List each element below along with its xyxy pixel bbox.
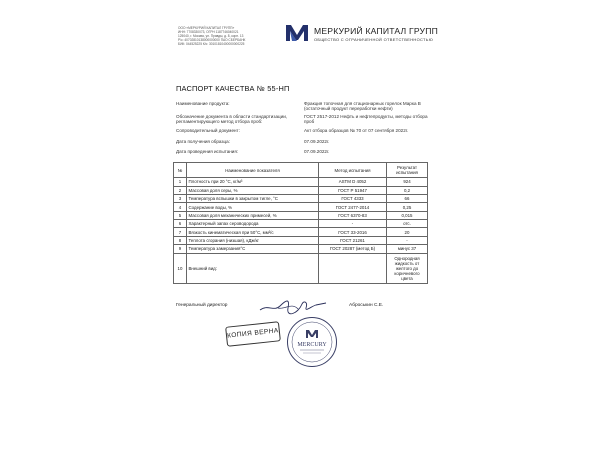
row-number: 10 bbox=[174, 253, 187, 283]
product-value: Фракция топочная для стационарных горелок Марка В (остаточный продукт переработки нефти) bbox=[304, 101, 421, 111]
row-result: 0,25 bbox=[387, 203, 428, 211]
row-method: ГОСТ 4333 bbox=[319, 194, 387, 202]
standard-label: Обозначение документа в области стандартизации, регламентирующего метод отбора проб: bbox=[176, 114, 288, 124]
row-indicator: Температура замерзания°С bbox=[187, 245, 319, 253]
row-result: отс. bbox=[387, 220, 428, 228]
table-row bbox=[174, 211, 428, 219]
results-table bbox=[173, 162, 428, 284]
row-indicator: Содержание воды, % bbox=[187, 203, 319, 211]
row-number: 7 bbox=[174, 228, 187, 236]
row-result: 924 bbox=[387, 178, 428, 186]
row-result: минус 37 bbox=[387, 245, 428, 253]
row-indicator: Температура вспышки в закрытом тигле, °С bbox=[187, 194, 319, 202]
signature-icon bbox=[258, 296, 328, 316]
row-indicator: Характерный запах сероводорода bbox=[187, 220, 319, 228]
table-row bbox=[174, 236, 428, 244]
company-logo-icon bbox=[285, 24, 309, 42]
row-number: 8 bbox=[174, 236, 187, 244]
row-result: 20 bbox=[387, 228, 428, 236]
requisite-line: Р/с: 40702810138000000000 ПАО СБЕРБАНК bbox=[178, 37, 246, 42]
requisite-line: ООО «МЕРКУРИЙ КАПИТАЛ ГРУПП» bbox=[178, 26, 235, 30]
director-label: Генеральный директор bbox=[176, 303, 228, 308]
company-seal-icon bbox=[286, 316, 338, 368]
product-label: Наименование продукта: bbox=[176, 101, 230, 106]
table-row bbox=[174, 194, 428, 202]
document-title: ПАСПОРТ КАЧЕСТВА № 55-НП bbox=[176, 84, 290, 93]
header-indicator: Наименование показателя bbox=[187, 163, 319, 178]
received-value: 07.09.2022г. bbox=[304, 139, 330, 144]
director-name: Аброськин С.Е. bbox=[349, 303, 384, 308]
row-number: 3 bbox=[174, 194, 187, 202]
row-result: - bbox=[387, 236, 428, 244]
header-requisites bbox=[178, 27, 270, 47]
row-number: 5 bbox=[174, 211, 187, 219]
row-result: 0,015 bbox=[387, 211, 428, 219]
row-method: - bbox=[319, 220, 387, 228]
row-number: 6 bbox=[174, 220, 187, 228]
copy-certified-stamp: КОПИЯ ВЕРНА bbox=[225, 321, 281, 347]
table-row bbox=[174, 178, 428, 186]
document-label: Сопроводительный документ: bbox=[176, 128, 240, 133]
row-method: ГОСТ 21261 bbox=[319, 236, 387, 244]
row-result: 66 bbox=[387, 194, 428, 202]
received-label: Дата получения образца: bbox=[176, 139, 230, 144]
header-method: Метод испытания bbox=[319, 163, 387, 178]
row-indicator: Массовая доля механических примесей, % bbox=[187, 211, 319, 219]
seal-text: MERCURY bbox=[297, 342, 327, 348]
requisite-line: ИНН: 7708330073, ОГРН 1187746040021 bbox=[178, 29, 239, 34]
standard-value: ГОСТ 2517-2012 Нефть и нефтепродукты, методы отбора проб bbox=[304, 114, 428, 124]
row-indicator: Внешний вид: bbox=[187, 253, 319, 283]
header-number: № bbox=[174, 163, 187, 178]
table-row bbox=[174, 220, 428, 228]
row-indicator: Теплота сгорания (низшая), кДж/кг bbox=[187, 236, 319, 244]
table-row bbox=[174, 253, 428, 283]
table-row bbox=[174, 245, 428, 253]
requisite-line: БИК: 044525225 К/с: 30101810400000000225 bbox=[178, 41, 245, 46]
row-indicator: Вязкость кинематическая при 50°С, мм²/с bbox=[187, 228, 319, 236]
row-indicator: Массовая доля серы, % bbox=[187, 186, 319, 194]
tested-value: 07.09.2022г. bbox=[304, 149, 330, 154]
row-number: 4 bbox=[174, 203, 187, 211]
row-number: 9 bbox=[174, 245, 187, 253]
company-subtitle: ОБЩЕСТВО С ОГРАНИЧЕННОЙ ОТВЕТСТВЕННОСТЬЮ bbox=[314, 37, 434, 42]
row-indicator: Плотность при 20 °С, кг/м³ bbox=[187, 178, 319, 186]
document-value: Акт отбора образцов № 70 от 07 сентября 2022г. bbox=[304, 128, 409, 133]
row-method: ГОСТ Р 51947 bbox=[319, 186, 387, 194]
row-result: Однородная жидкость от желтого до коричневого цвета bbox=[387, 253, 428, 283]
row-number: 2 bbox=[174, 186, 187, 194]
table-row bbox=[174, 186, 428, 194]
table-row bbox=[174, 203, 428, 211]
row-method: ГОСТ 20287 (метод Б) bbox=[319, 245, 387, 253]
row-method: ГОСТ 6370-83 bbox=[319, 211, 387, 219]
row-method bbox=[319, 253, 387, 283]
row-method: ГОСТ 2477-2014 bbox=[319, 203, 387, 211]
row-method: ASTM D 4052 bbox=[319, 178, 387, 186]
requisite-line: 125040, г. Москва, ул. Правды, д. 8, корп. 13 bbox=[178, 33, 244, 38]
row-number: 1 bbox=[174, 178, 187, 186]
table-header-row bbox=[174, 163, 428, 178]
table-row bbox=[174, 228, 428, 236]
tested-label: Дата проведения испытания: bbox=[176, 149, 239, 154]
row-method: ГОСТ 33-2016 bbox=[319, 228, 387, 236]
header-result: Результат испытания bbox=[387, 163, 428, 178]
row-result: 0,2 bbox=[387, 186, 428, 194]
company-name: МЕРКУРИЙ КАПИТАЛ ГРУПП bbox=[314, 26, 438, 36]
